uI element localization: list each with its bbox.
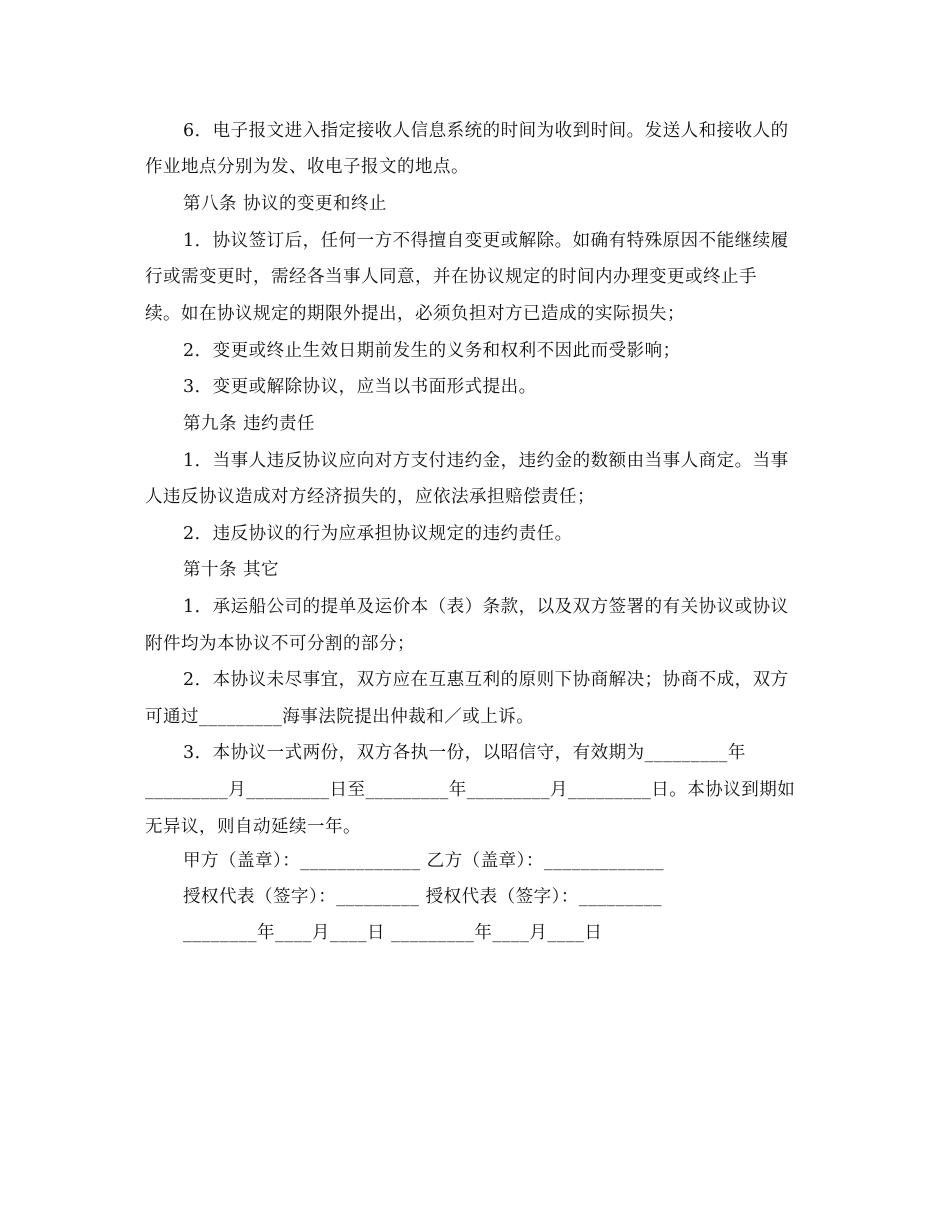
article-10-item-3-line-2: _________月_________日至_________年_________月_________日。本协议到期如 [145,780,796,800]
party-a-seal-field: 甲方（盖章）：_____________ [183,851,421,871]
signature-date-row [0,918,950,948]
signature-rep-row [0,882,950,912]
party-b-date-field: _________年____月____日 [391,923,603,943]
party-b-representative-field: 授权代表（签字）：_________ [425,887,663,907]
article-8-item-1-line-3: 续。如在协议规定的期限外提出，必须负担对方已造成的实际损失； [145,304,685,324]
article-10-item-3-line-3: 无异议，则自动延续一年。 [145,817,361,837]
clause-7-item-6-line-1: 6．电子报文进入指定接收人信息系统的时间为收到时间。发送人和接收人的 [183,121,789,141]
party-a-representative-field: 授权代表（签字）：_________ [183,887,420,907]
article-8-heading: 第八条 协议的变更和终止 [183,194,388,214]
article-10-item-3-line-1: 3．本协议一式两份，双方各执一份，以昭信守，有效期为_________年 [183,743,746,763]
article-10-item-1-line-1: 1．承运船公司的提单及运价本（表）条款，以及双方签署的有关协议或协议 [183,597,789,617]
article-8-item-1-line-2: 行或需变更时，需经各当事人同意，并在协议规定的时间内办理变更或终止手 [145,267,757,287]
article-10-item-2-line-1: 2．本协议未尽事宜，双方应在互惠互利的原则下协商解决；协商不成，双方 [183,670,789,690]
article-10-item-2-line-2: 可通过_________海事法院提出仲裁和／或上诉。 [145,707,535,727]
article-9-item-1-line-2: 人违反协议造成对方经济损失的，应依法承担赔偿责任； [145,487,595,507]
article-9-heading: 第九条 违约责任 [183,414,316,434]
article-9-item-1-line-1: 1．当事人违反协议应向对方支付违约金，违约金的数额由当事人商定。当事 [183,451,789,471]
article-10-item-1-line-2: 附件均为本协议不可分割的部分； [145,634,415,654]
signature-seal-row [0,846,950,876]
article-8-item-2: 2．变更或终止生效日期前发生的义务和权利不因此而受影响； [183,341,681,361]
party-b-seal-field: 乙方（盖章）：_____________ [426,851,665,871]
article-9-item-2: 2．违反协议的行为应承担协议规定的违约责任。 [183,524,573,544]
party-a-date-field: ________年____月____日 [183,923,385,943]
article-8-item-3: 3．变更或解除协议，应当以书面形式提出。 [183,377,537,397]
article-8-item-1-line-1: 1．协议签订后，任何一方不得擅自变更或解除。如确有特殊原因不能继续履 [183,231,789,251]
clause-7-item-6-line-2: 作业地点分别为发、收电子报文的地点。 [145,157,469,177]
article-10-heading: 第十条 其它 [183,560,280,580]
